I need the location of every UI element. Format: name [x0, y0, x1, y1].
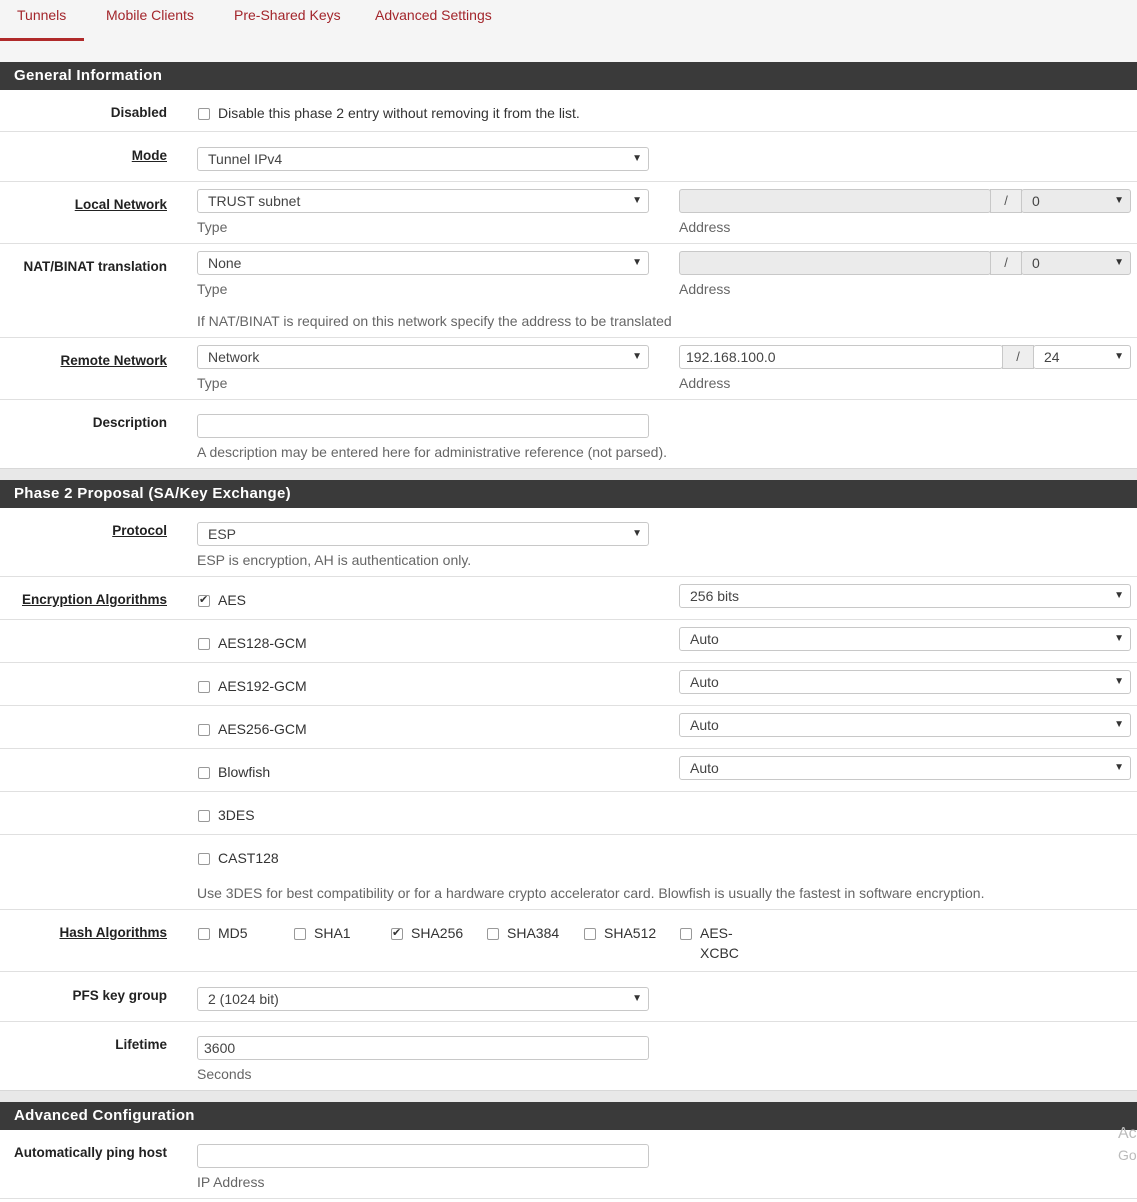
- encryption-help: Use 3DES for best compatibility or for a hardware crypto accelerator card. Blowfish is usually the fastest in software encryption.: [197, 885, 985, 901]
- sha512-label: SHA512: [604, 925, 657, 941]
- nat-binat-address-input: [679, 251, 991, 275]
- nat-binat-mask-value: 0: [1032, 255, 1040, 271]
- row-divider: [0, 576, 1137, 577]
- nat-binat-type-select[interactable]: [197, 251, 649, 275]
- mode-label[interactable]: Mode: [131, 148, 167, 163]
- sha256-label: SHA256: [411, 925, 464, 941]
- sha384-label: SHA384: [507, 925, 560, 941]
- tab-mobile-clients[interactable]: Mobile Clients: [106, 7, 194, 23]
- tab-bar: [0, 0, 1137, 62]
- aes192-gcm-keylen-select[interactable]: [679, 670, 1131, 694]
- row-divider: [0, 909, 1137, 910]
- activation-watermark-line2: Go: [1118, 1147, 1137, 1163]
- aes128-gcm-keylen-value: Auto: [690, 631, 719, 647]
- aes-xcbc-label-line1: AES-: [700, 925, 733, 941]
- protocol-label[interactable]: Protocol: [112, 523, 167, 538]
- caret-down-icon: ▼: [1114, 351, 1124, 362]
- panel-gap: [0, 1090, 1137, 1102]
- aes128-gcm-label: AES128-GCM: [218, 635, 307, 651]
- local-network-mask-value: 0: [1032, 193, 1040, 209]
- tab-advanced-settings[interactable]: Advanced Settings: [375, 7, 492, 23]
- sha512-checkbox[interactable]: [584, 928, 596, 940]
- caret-down-icon: ▼: [632, 195, 642, 206]
- aes128-gcm-checkbox[interactable]: [198, 638, 210, 650]
- sha1-label: SHA1: [314, 925, 351, 941]
- local-network-type-help: Type: [197, 219, 228, 235]
- caret-down-icon: ▼: [632, 153, 642, 164]
- pfs-key-group-select[interactable]: [197, 987, 649, 1011]
- caret-down-icon: ▼: [1114, 590, 1124, 601]
- remote-network-label[interactable]: Remote Network: [60, 353, 167, 368]
- row-divider: [0, 971, 1137, 972]
- local-network-address-help: Address: [679, 219, 731, 235]
- nat-binat-note: If NAT/BINAT is required on this network specify the address to be translated: [197, 313, 672, 329]
- advanced-configuration-header: Advanced Configuration: [0, 1102, 1137, 1130]
- caret-down-icon: ▼: [632, 257, 642, 268]
- row-divider: [0, 181, 1137, 182]
- caret-down-icon: ▼: [1114, 257, 1124, 268]
- caret-down-icon: ▼: [632, 993, 642, 1004]
- md5-label: MD5: [218, 925, 248, 941]
- disabled-checkbox[interactable]: [198, 108, 210, 120]
- caret-down-icon: ▼: [1114, 676, 1124, 687]
- row-divider: [0, 1021, 1137, 1022]
- aes192-gcm-keylen-value: Auto: [690, 674, 719, 690]
- aes256-gcm-label: AES256-GCM: [218, 721, 307, 737]
- row-divider: [0, 705, 1137, 706]
- pfs-key-group-label: PFS key group: [72, 988, 167, 1003]
- protocol-help: ESP is encryption, AH is authentication only.: [197, 552, 472, 568]
- disabled-label: Disabled: [110, 105, 167, 120]
- slash-addon: /: [1002, 345, 1034, 369]
- slash-addon: /: [990, 251, 1022, 275]
- aes192-gcm-checkbox[interactable]: [198, 681, 210, 693]
- 3des-label: 3DES: [218, 807, 255, 823]
- remote-network-address-input[interactable]: 192.168.100.0: [679, 345, 1003, 369]
- local-network-type-value: TRUST subnet: [208, 193, 301, 209]
- row-divider: [0, 662, 1137, 663]
- aes-keylen-value: 256 bits: [690, 588, 740, 604]
- caret-down-icon: ▼: [1114, 719, 1124, 730]
- nat-binat-label: NAT/BINAT translation: [23, 259, 167, 274]
- cast128-checkbox[interactable]: [198, 853, 210, 865]
- remote-network-mask-value: 24: [1044, 349, 1060, 365]
- caret-down-icon: ▼: [1114, 633, 1124, 644]
- nat-binat-type-help: Type: [197, 281, 228, 297]
- cast128-label: CAST128: [218, 850, 279, 866]
- blowfish-keylen-value: Auto: [690, 760, 719, 776]
- active-tab-indicator: [0, 38, 84, 41]
- aes-keylen-select[interactable]: [679, 584, 1131, 608]
- row-divider: [0, 791, 1137, 792]
- disabled-text: Disable this phase 2 entry without removing it from the list.: [218, 105, 580, 121]
- tab-tunnels[interactable]: Tunnels: [17, 7, 67, 23]
- activation-watermark-line1: Ac: [1118, 1125, 1137, 1142]
- phase2-proposal-header: Phase 2 Proposal (SA/Key Exchange): [0, 480, 1137, 508]
- nat-binat-address-help: Address: [679, 281, 731, 297]
- mode-value: Tunnel IPv4: [208, 151, 283, 167]
- nat-binat-mask-select: [1021, 251, 1131, 275]
- encryption-algorithms-label[interactable]: Encryption Algorithms: [21, 592, 167, 607]
- pfs-key-group-value: 2 (1024 bit): [208, 991, 279, 1007]
- sha1-checkbox[interactable]: [294, 928, 306, 940]
- aes256-gcm-checkbox[interactable]: [198, 724, 210, 736]
- row-divider: [0, 131, 1137, 132]
- hash-algorithms-label[interactable]: Hash Algorithms: [59, 925, 167, 940]
- aes-label: AES: [218, 592, 247, 608]
- aes128-gcm-keylen-select[interactable]: [679, 627, 1131, 651]
- local-network-address-input: [679, 189, 991, 213]
- description-label: Description: [92, 415, 167, 430]
- row-divider: [0, 619, 1137, 620]
- sha256-checkbox[interactable]: [391, 928, 403, 940]
- blowfish-keylen-select[interactable]: [679, 756, 1131, 780]
- remote-network-address-help: Address: [679, 375, 731, 391]
- local-network-label[interactable]: Local Network: [74, 197, 167, 212]
- local-network-mask-select: [1021, 189, 1131, 213]
- blowfish-label: Blowfish: [218, 764, 271, 780]
- protocol-select[interactable]: [197, 522, 649, 546]
- remote-network-mask-select[interactable]: [1033, 345, 1131, 369]
- ping-host-label: Automatically ping host: [13, 1145, 167, 1160]
- 3des-checkbox[interactable]: [198, 810, 210, 822]
- panel-gap: [0, 468, 1137, 480]
- sha384-checkbox[interactable]: [487, 928, 499, 940]
- row-divider: [0, 243, 1137, 244]
- remote-network-type-value: Network: [208, 349, 260, 365]
- caret-down-icon: ▼: [1114, 762, 1124, 773]
- aes256-gcm-keylen-value: Auto: [690, 717, 719, 733]
- aes-xcbc-label-line2: XCBC: [700, 945, 739, 961]
- row-divider: [0, 337, 1137, 338]
- remote-network-type-select[interactable]: [197, 345, 649, 369]
- aes192-gcm-label: AES192-GCM: [218, 678, 307, 694]
- tab-pre-shared-keys[interactable]: Pre-Shared Keys: [234, 7, 341, 23]
- row-divider: [0, 399, 1137, 400]
- ping-host-help: IP Address: [197, 1174, 265, 1190]
- remote-network-type-help: Type: [197, 375, 228, 391]
- nat-binat-type-value: None: [208, 255, 242, 271]
- general-information-header: General Information: [0, 62, 1137, 90]
- description-help: A description may be entered here for administrative reference (not parsed).: [197, 444, 668, 460]
- aes256-gcm-keylen-select[interactable]: [679, 713, 1131, 737]
- md5-checkbox[interactable]: [198, 928, 210, 940]
- aes-checkbox[interactable]: [198, 595, 210, 607]
- mode-select[interactable]: [197, 147, 649, 171]
- slash-addon: /: [990, 189, 1022, 213]
- description-input[interactable]: [197, 414, 649, 438]
- ping-host-input[interactable]: [197, 1144, 649, 1168]
- blowfish-checkbox[interactable]: [198, 767, 210, 779]
- lifetime-help: Seconds: [197, 1066, 252, 1082]
- lifetime-input[interactable]: 3600: [197, 1036, 649, 1060]
- row-divider: [0, 748, 1137, 749]
- row-divider: [0, 834, 1137, 835]
- row-divider: [0, 1198, 1137, 1199]
- aes-xcbc-checkbox[interactable]: [680, 928, 692, 940]
- caret-down-icon: ▼: [1114, 195, 1124, 206]
- caret-down-icon: ▼: [632, 351, 642, 362]
- local-network-type-select[interactable]: [197, 189, 649, 213]
- protocol-value: ESP: [208, 526, 237, 542]
- caret-down-icon: ▼: [632, 528, 642, 539]
- lifetime-label: Lifetime: [115, 1037, 167, 1052]
